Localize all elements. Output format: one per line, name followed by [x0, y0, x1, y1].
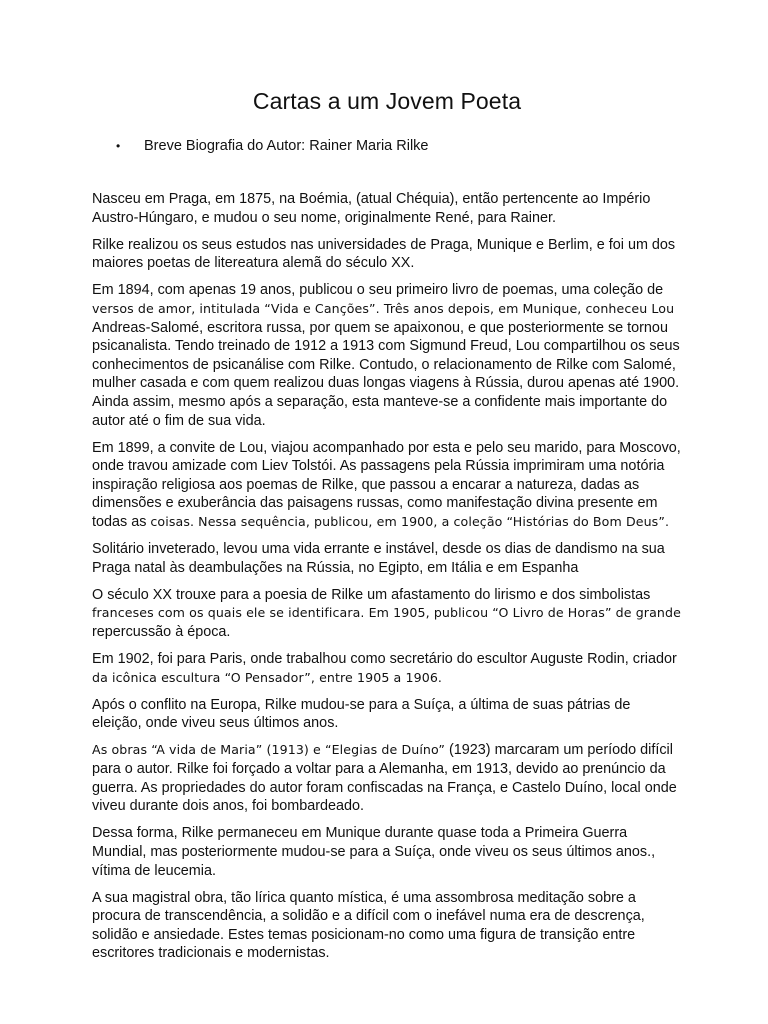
body-paragraph — [92, 650, 682, 687]
body-paragraph — [92, 540, 682, 577]
paragraph-text-segment: Solitário inveterado, levou uma vida errante e instável, desde os dias de dandismo na sua Praga natal às deambulações na Rússia, no Egipto, em Itália e em Espanha — [92, 541, 665, 576]
paragraph-text-segment: coisas. Nessa sequência, publicou, em 1900, a coleção “Histórias do Bom Deus”. — [150, 514, 670, 529]
paragraph-text-segment: Dessa forma, Rilke permaneceu em Munique durante quase toda a Primeira Guerra Mundial, mas posteriormente mudou-se para a Suíça, onde viveu os seus últimos anos., vítima de leucemia. — [92, 825, 656, 879]
paragraph-text-segment: repercussão à época. — [92, 623, 231, 640]
body-paragraph — [92, 889, 682, 963]
body-paragraph — [92, 236, 682, 273]
bullet-text: Breve Biografia do Autor: Rainer Maria Rilke — [144, 138, 429, 154]
body-paragraph — [92, 190, 682, 227]
paragraph-text-segment: franceses com os quais ele se identificara. Em 1905, publicou “O Livro de Horas” de grande — [92, 605, 681, 621]
paragraph-text-segment: Em 1899, a convite de Lou, viajou acompanhado por esta e pelo seu marido, para Moscovo, onde travou amizade com Liev Tolstói. As passagens pela Rússia imprimiram uma notória inspiração religiosa aos poemas de Rilke, que passou a encarar a natureza, dadas as dimensões e exuberância das paisagens russas, como manifestação divina presente em todas as — [92, 439, 681, 530]
document-title: Cartas a um Jovem Poeta — [252, 88, 522, 114]
body-paragraph — [92, 696, 682, 733]
paragraph-text-segment: (1923) marcaram um período difícil para o autor. Rilke foi forçado a voltar para a Alemanha, em 1913, devido ao prenúncio da guerra. As propriedades do autor foram confiscadas na França, e Castelo Duíno, local onde viveu durante dois anos, foi bombardeado. — [92, 742, 677, 815]
paragraph-text-segment: Nasceu em Praga, em 1875, na Boémia, (atual Chéquia), então pertencente ao Império Austro-Húngaro, e mudou o seu nome, originalmente René, para Rainer. — [92, 191, 651, 226]
body-paragraph — [92, 824, 682, 880]
paragraph-text-segment: Após o conflito na Europa, Rilke mudou-se para a Suíça, a última de suas pátrias de eleição, onde viveu seus últimos anos. — [92, 696, 631, 732]
paragraph-text-segment: A sua magistral obra, tão lírica quanto mística, é uma assombrosa meditação sobre a procura de transcendência, a solidão e a difícil com o inefável numa era de descrença, solidão e ansiedade. Estes temas posicionam-no como uma figura de transição entre escritores tradicionais e modernistas. — [92, 889, 645, 962]
paragraph-text-segment: As obras “A vida de Maria” (1913) e “Elegias de Duíno” — [92, 742, 445, 758]
document-body — [92, 190, 682, 963]
bullet-item — [92, 136, 682, 156]
paragraph-text-segment: da icônica escultura “O Pensador”, entre 1905 a 1906. — [92, 669, 443, 685]
body-paragraph — [92, 741, 682, 815]
paragraph-text-segment: versos de amor, intitulada “Vida e Canções”. Três anos depois, em Munique, conheceu Lou — [92, 300, 675, 316]
body-paragraph — [92, 281, 682, 430]
paragraph-text-segment: Rilke realizou os seus estudos nas universidades de Praga, Munique e Berlim, e foi um dos maiores poetas de litereatura alemã do século XX. — [92, 236, 676, 272]
body-paragraph — [92, 439, 682, 532]
paragraph-text-segment: Em 1894, com apenas 19 anos, publicou o seu primeiro livro de poemas, uma coleção de — [92, 282, 664, 299]
document-page — [92, 86, 682, 971]
paragraph-text-segment: Em 1902, foi para Paris, onde trabalhou como secretário do escultor Auguste Rodin, criador — [92, 651, 677, 668]
paragraph-text-segment: O século XX trouxe para a poesia de Rilke um afastamento do lirismo e dos simbolistas — [92, 586, 651, 603]
body-paragraph — [92, 586, 682, 642]
bullet-icon: • — [116, 139, 121, 153]
paragraph-text-segment: Andreas-Salomé, escritora russa, por quem se apaixonou, e que posteriormente se tornou psicanalista. Tendo treinado de 1912 a 1913 com Sigmund Freud, Lou compartilhou os seus conhecimentos de psicanálise com Rilke. Contudo, o relacionamento de Rilke com Salomé, mulher casada e com quem realizou duas longas viagens à Rússia, durou apenas até 1900. Ainda assim, mesmo após a separação, esta manteve-se a confidente mais importante do autor até o fim de sua vida. — [92, 319, 680, 429]
